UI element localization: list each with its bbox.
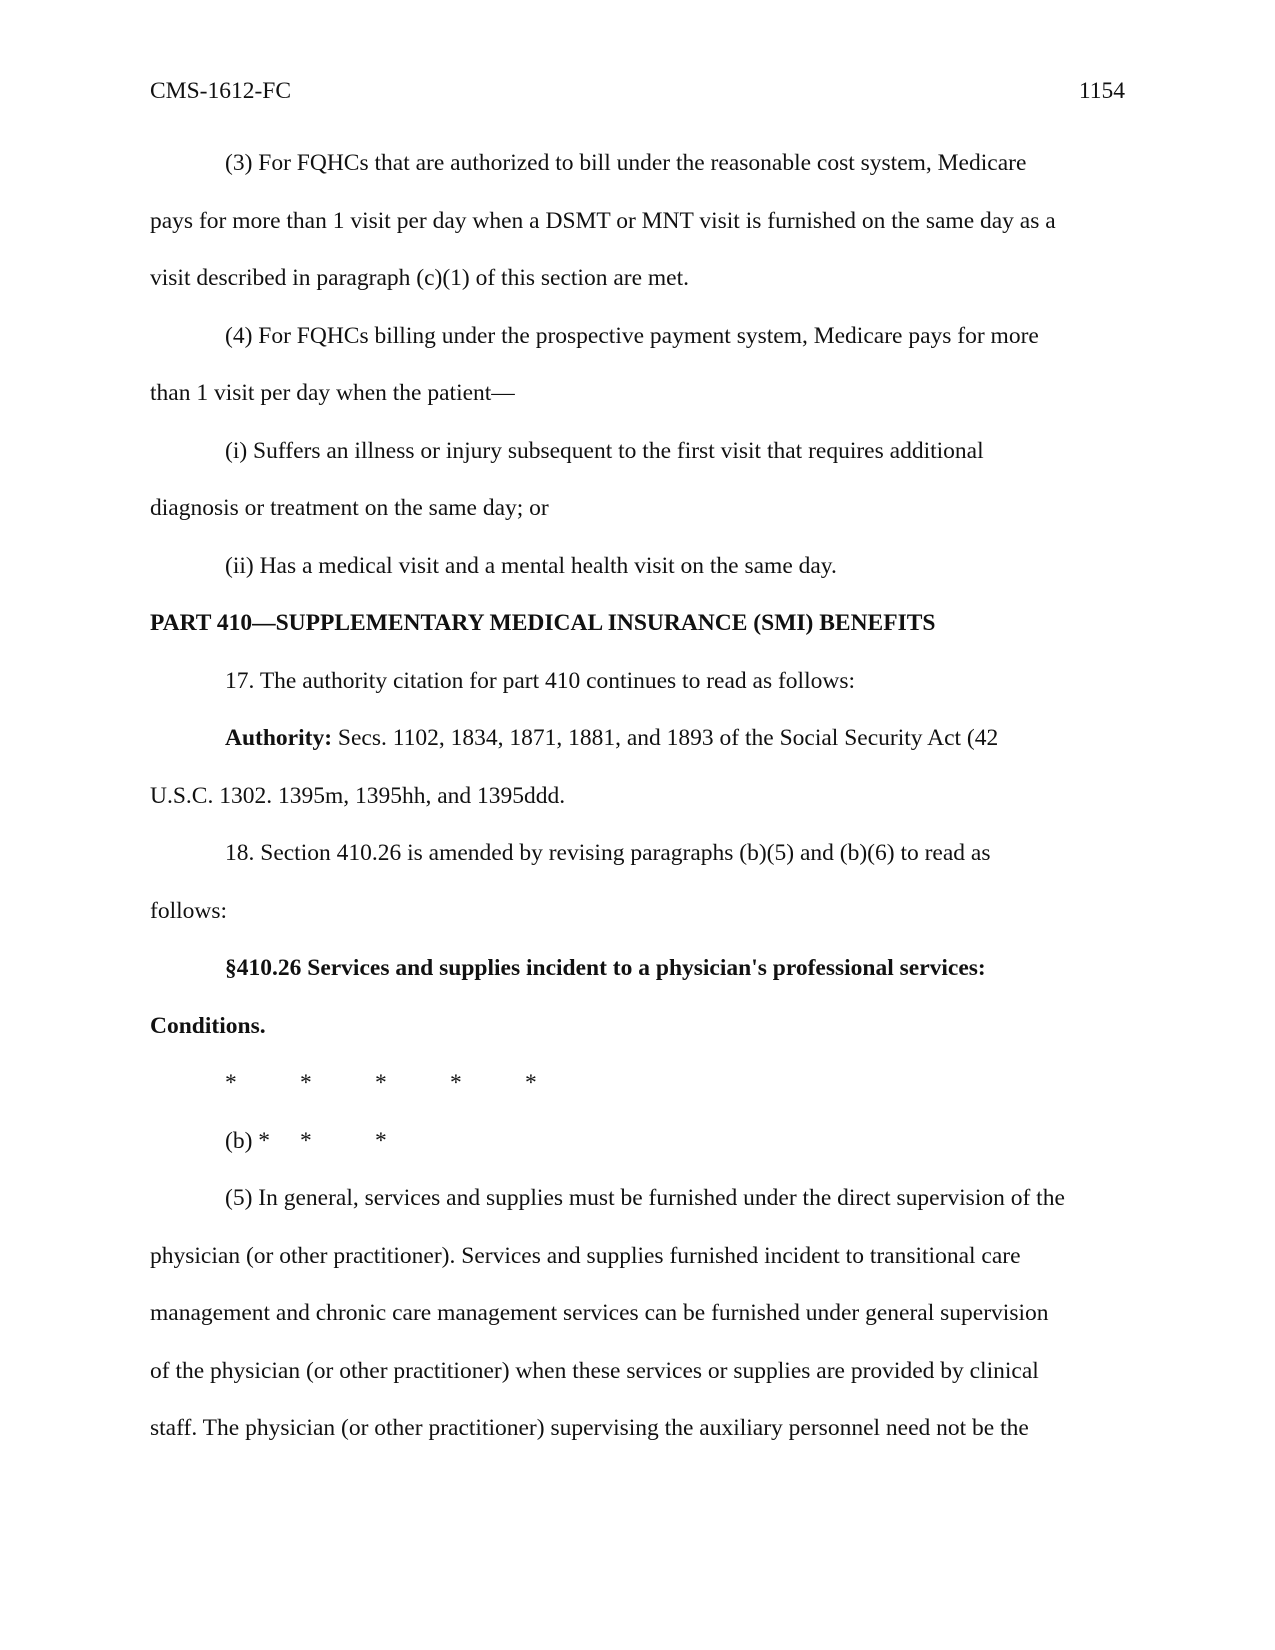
paragraph-line: U.S.C. 1302. 1395m, 1395hh, and 1395ddd. (150, 782, 566, 809)
section-heading-continued: Conditions. (150, 1012, 266, 1039)
star: * (375, 1127, 387, 1154)
authority-text: Secs. 1102, 1834, 1871, 1881, and 1893 of the Social Security Act (42 (332, 725, 999, 751)
star: * (450, 1070, 462, 1096)
paragraph-line: staff. The physician (or other practitioner) supervising the auxiliary personnel need not be the (150, 1415, 1029, 1441)
star: * (525, 1070, 537, 1096)
part-heading: PART 410—SUPPLEMENTARY MEDICAL INSURANCE (SMI) BENEFITS (150, 610, 936, 636)
star: * (300, 1127, 312, 1154)
star: * (300, 1070, 312, 1096)
paragraph-line: physician (or other practitioner). Services and supplies furnished incident to transitional care (150, 1242, 1021, 1269)
paragraph-line: (5) In general, services and supplies must be furnished under the direct supervision of the (225, 1185, 1065, 1211)
section-heading: §410.26 Services and supplies incident to a physician's professional services: (225, 955, 986, 981)
authority-label: Authority: (225, 725, 333, 751)
page-number: 1154 (1078, 78, 1125, 104)
paragraph-line: follows: (150, 897, 228, 924)
paragraph-line: diagnosis or treatment on the same day; or (150, 495, 549, 521)
paragraph-b-stars (150, 1126, 1125, 1184)
paragraph-line: (ii) Has a medical visit and a mental health visit on the same day. (225, 552, 837, 579)
paragraph-line: pays for more than 1 visit per day when a DSMT or MNT visit is furnished on the same day as a (150, 207, 1056, 234)
paragraph-line: (i) Suffers an illness or injury subsequent to the first visit that requires additional (225, 437, 984, 464)
star: * (375, 1070, 387, 1096)
paragraph-line: (3) For FQHCs that are authorized to bill under the reasonable cost system, Medicare (225, 150, 1027, 176)
document-id: CMS-1612-FC (150, 78, 292, 104)
paragraph-line: than 1 visit per day when the patient— (150, 380, 515, 406)
paragraph-line: 18. Section 410.26 is amended by revising paragraphs (b)(5) and (b)(6) to read as (225, 840, 991, 866)
paragraph-line: (4) For FQHCs billing under the prospective payment system, Medicare pays for more (225, 322, 1039, 349)
omission-stars (150, 1068, 1125, 1126)
paragraph-line: visit described in paragraph (c)(1) of this section are met. (150, 265, 689, 291)
document-body (150, 148, 1125, 1471)
paragraph-line: 17. The authority citation for part 410 continues to read as follows: (225, 667, 856, 694)
paragraph-line: of the physician (or other practitioner) when these services or supplies are provided by clinical (150, 1357, 1039, 1384)
authority-line (150, 723, 1125, 781)
star: * (225, 1070, 237, 1096)
paragraph-line: management and chronic care management services can be furnished under general supervision (150, 1300, 1049, 1326)
paragraph-b-label: (b) * (225, 1127, 271, 1154)
